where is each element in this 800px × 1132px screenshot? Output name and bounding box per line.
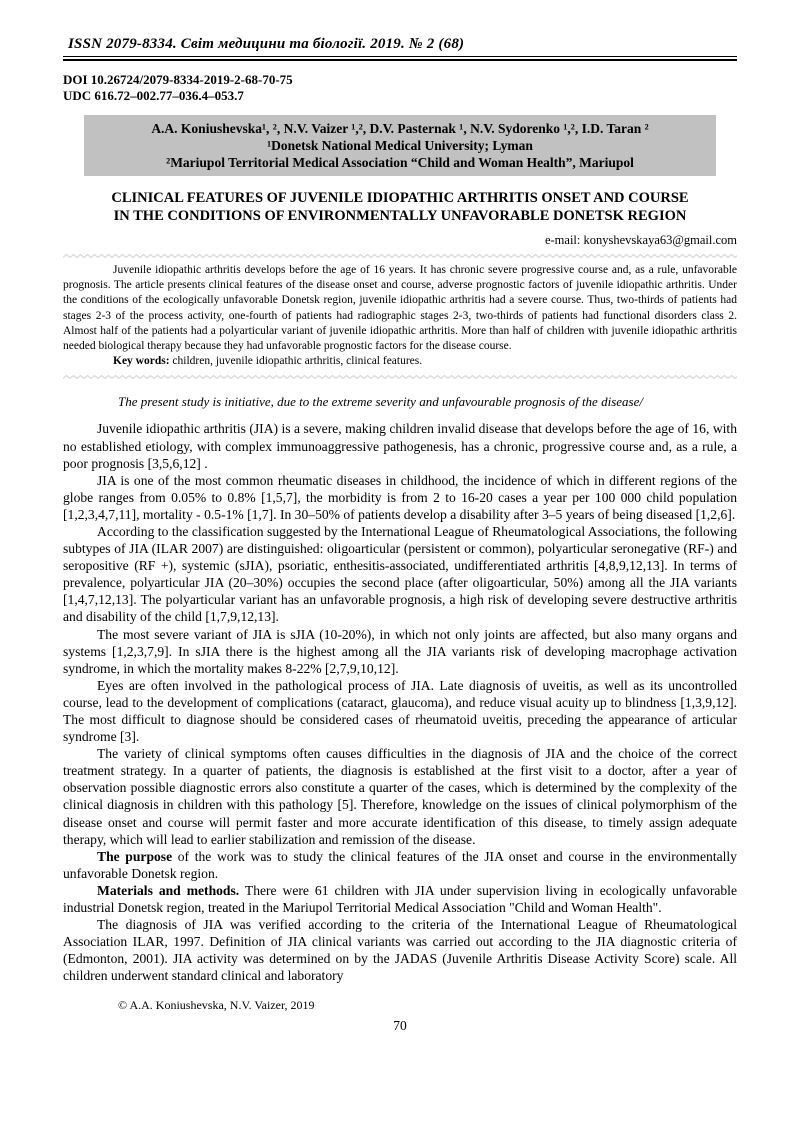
article-title (63, 189, 737, 225)
article-paragraph: The purpose of the work was to study the clinical features of the JIA onset and course in the environmentally unfavorable Donetsk region. (63, 848, 737, 881)
header-double-rule (63, 56, 737, 61)
article-paragraph: JIA is one of the most common rheumatic diseases in childhood, the incidence of which in different regions of the globe ranges from 0.05% to 0.8% [1,5,7], the morbidity is from 2 to 16-20 cases a year per 100 000 child population [1,2,3,4,7,11], mortality - 0.5-1% [1,7]. In 30–50% of patients develop a disability after 3–5 years of being diseased [1,2,6]. (63, 472, 737, 522)
article-paragraph: According to the classification suggested by the International League of Rheumatological Associations, the following subtypes of JIA (ILAR 2007) are distinguished: oligoarticular (persistent or common), polyarticular seronegative (RF-) and seropositive (RF +), systemic (sJIA), psoriatic, enthesitis-associated, undifferentiated arthritis [4,8,9,12,13]. In terms of prevalence, polyarticular JIA (20–30%) occupies the second place (after oligoarticular, 50%) among all the JIA variants [1,4,7,12,13]. The polyarticular variant has an unfavorable prognosis, a high risk of developing severe destructive arthritis and disability of the child [1,7,9,12,13]. (63, 523, 737, 625)
doi-line: DOI 10.26724/2079-8334-2019-2-68-70-75 (63, 72, 293, 87)
authors-block (84, 115, 716, 176)
article-paragraph: Juvenile idiopathic arthritis (JIA) is a severe, making children invalid disease that develops before the age of 16, with no established etiology, with complex immunoaggressive pathogenesis, has a chronic, progressive course and, as a rule, a poor prognosis [3,5,6,12] . (63, 421, 737, 471)
article-paragraph: The variety of clinical symptoms often causes difficulties in the diagnosis of JIA and the choice of the correct treatment strategy. In a quarter of patients, the diagnosis is established at the first visit to a doctor, after a year of observation possible diagnostic errors also constitute a quarter of the cases, which is determined by the complexity of the clinical diagnosis in children with this pathology [5]. Therefore, knowledge on the issues of clinical polymorphism of the disease onset and course will permit faster and more accurate identification of this disease, to timely assign adequate therapy, which will lead to earlier stabilization and remission of the disease. (63, 746, 737, 847)
article-paragraph: The diagnosis of JIA was verified according to the criteria of the International League of Rheumatological Association ILAR, 1997. Definition of JIA clinical variants was carried out according to the JIA diagnostic criteria of (Edmonton, 2001). JIA activity was determined on by the JADAS (Juvenile Arthritis Disease Activity Score) scale. All children underwent standard clinical and laboratory (63, 917, 737, 984)
udc-line: UDC 616.72–002.77–036.4–053.7 (63, 87, 244, 103)
journal-issn-line: ISSN 2079-8334. Світ медицини та біології. 2019. № 2 (68) (68, 36, 465, 52)
affiliation-1: ¹Donetsk National Medical University; Lyman (267, 138, 533, 153)
abstract-text: Juvenile idiopathic arthritis develops before the age of 16 years. It has chronic severe progressive course and, as a rule, unfavorable prognosis. The article presents clinical features of the disease onset and course, adverse prognostic factors of juvenile idiopathic arthritis. Under the conditions of the ecologically unfavorable Donetsk region, juvenile idiopathic arthritis had a severe course. Thus, two-thirds of patients had stages 2-3 of the process activity, one-fourth of patients had radiographic stages 2-3, two-thirds of patients had functional disorders class 2. Almost half of the patients had a polyarticular variant of juvenile idiopathic arthritis. More than half of children with juvenile idiopathic arthritis needed biological therapy because they had unfavorable prognostic factors for the disease course. (63, 264, 737, 353)
doi-udc-block (63, 72, 737, 103)
email-line: e-mail: konyshevskaya63@gmail.com (544, 233, 737, 247)
article-body (63, 420, 737, 984)
keywords-line (63, 354, 737, 369)
keywords-text: children, juvenile idiopathic arthritis, clinical features. (169, 355, 423, 368)
article-title-line-1: CLINICAL FEATURES OF JUVENILE IDIOPATHIC ARTHRITIS ONSET AND COURSE (111, 190, 689, 206)
page-number: 70 (393, 1017, 407, 1033)
article-title-line-2: IN THE CONDITIONS OF ENVIRONMENTALLY UNFAVORABLE DONETSK REGION (113, 208, 687, 224)
zigzag-divider-top (63, 253, 737, 259)
copyright-line: © A.A. Koniushevska, N.V. Vaizer, 2019 (118, 997, 315, 1012)
article-paragraph: Materials and methods. There were 61 children with JIA under supervision living in ecologically unfavorable industrial Donetsk region, treated in the Mariupol Territorial Medical Association "Child and Woman Health". (63, 882, 737, 916)
affiliation-2: ²Mariupol Territorial Medical Association “Child and Woman Health”, Mariupol (166, 155, 634, 170)
zigzag-divider-bottom (63, 374, 737, 380)
article-paragraph: The most severe variant of JIA is sJIA (10-20%), in which not only joints are affected, but also many organs and systems [1,2,3,7,9]. In sJIA there is the highest among all the JIA variants risk of developing macrophage activation syndrome, in which the mortality makes 8-22% [2,7,9,10,12]. (63, 626, 737, 676)
authors-names: A.A. Koniushevska¹, ², N.V. Vaizer ¹,², D.V. Pasternak ¹, N.V. Sydorenko ¹,², I.D. Taran ² (151, 121, 649, 136)
epigraph: The present study is initiative, due to the extreme severity and unfavourable prognosis of the disease/ (118, 394, 643, 410)
article-paragraph: Eyes are often involved in the pathological process of JIA. Late diagnosis of uveitis, as well as its uncontrolled course, lead to the development of complications (cataract, glaucoma), and reduce visual acuity up to blindness [1,3,9,12]. The most difficult to diagnose should be considered cases of rheumatoid uveitis, preceding the appearance of articular syndrome [3]. (63, 677, 737, 745)
keywords-label: Key words: (113, 355, 170, 368)
